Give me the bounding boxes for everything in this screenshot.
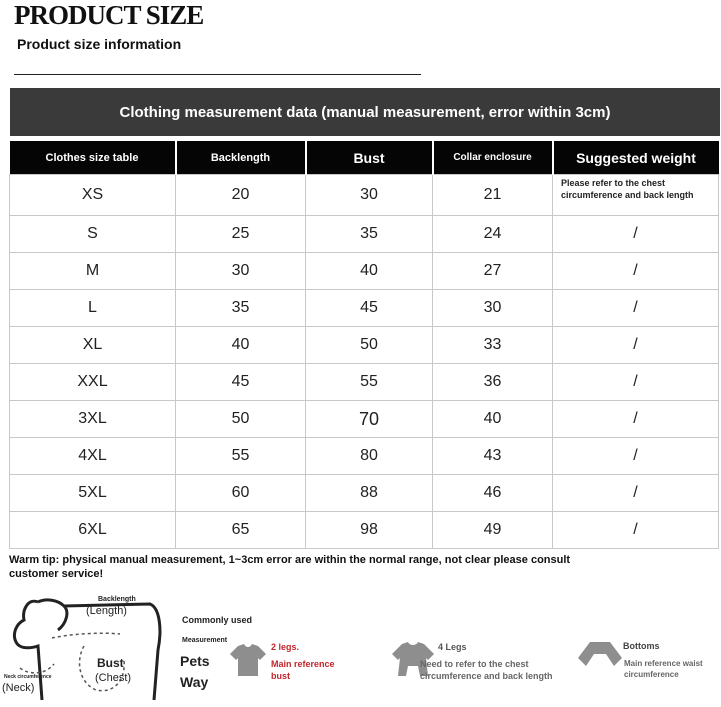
size-table: [9, 141, 719, 549]
col-header-bust: Bust: [306, 141, 433, 175]
cell-bust: 50: [306, 327, 433, 364]
cell-weight: /: [553, 438, 719, 475]
table-row: [10, 175, 719, 216]
col-header-collar: Collar enclosure: [433, 141, 553, 175]
neck-paren-label: (Neck): [2, 682, 35, 694]
cell-size: XXL: [10, 364, 176, 401]
measurement-label: Measurement: [182, 637, 228, 644]
cell-weight: /: [553, 216, 719, 253]
cell-bust: 55: [306, 364, 433, 401]
bottoms-desc: Main reference waist circumference: [624, 659, 703, 679]
cell-size: XS: [10, 175, 176, 216]
table-row: [10, 475, 719, 512]
cell-size: S: [10, 216, 176, 253]
table-row: [10, 438, 719, 475]
cell-collar: 49: [433, 512, 553, 549]
way-label: Way: [180, 674, 209, 690]
backlength-label: Backlength: [98, 596, 136, 603]
cell-backlength: 40: [176, 327, 306, 364]
cell-size: 5XL: [10, 475, 176, 512]
cell-bust: 70: [306, 401, 433, 438]
table-row: [10, 290, 719, 327]
cell-weight: Please refer to the chest circumference and back length: [553, 175, 719, 216]
cell-collar: 46: [433, 475, 553, 512]
bottoms-title: Bottoms: [623, 641, 660, 651]
cell-collar: 40: [433, 401, 553, 438]
cell-bust: 80: [306, 438, 433, 475]
two-legs-title: 2 legs.: [271, 642, 300, 652]
cell-weight: /: [553, 401, 719, 438]
cell-backlength: 30: [176, 253, 306, 290]
four-legs-title: 4 Legs: [438, 642, 467, 652]
cell-collar: 30: [433, 290, 553, 327]
neck-label: Neck circumference: [4, 674, 52, 680]
cell-weight: /: [553, 364, 719, 401]
cell-size: 4XL: [10, 438, 176, 475]
table-row: [10, 253, 719, 290]
cell-weight: /: [553, 327, 719, 364]
table-row: [10, 364, 719, 401]
two-legs-desc: Main reference bust: [271, 659, 335, 681]
page-subtitle: Product size information: [17, 36, 182, 52]
cell-backlength: 20: [176, 175, 306, 216]
chest-label: (Chest): [95, 672, 132, 684]
cell-weight: /: [553, 475, 719, 512]
cell-collar: 21: [433, 175, 553, 216]
col-header-size: Clothes size table: [10, 141, 176, 175]
cell-weight: /: [553, 290, 719, 327]
table-row: [10, 327, 719, 364]
cell-collar: 36: [433, 364, 553, 401]
commonly-used-label: Commonly used: [182, 615, 253, 625]
col-header-weight: Suggested weight: [553, 141, 719, 175]
cell-collar: 27: [433, 253, 553, 290]
cell-collar: 24: [433, 216, 553, 253]
cell-weight: /: [553, 512, 719, 549]
divider: [14, 74, 421, 75]
cell-backlength: 25: [176, 216, 306, 253]
bottoms-icon: [576, 640, 624, 676]
cell-bust: 45: [306, 290, 433, 327]
pets-label: Pets: [180, 653, 210, 669]
cell-bust: 98: [306, 512, 433, 549]
cell-collar: 33: [433, 327, 553, 364]
col-header-backlength: Backlength: [176, 141, 306, 175]
table-row: [10, 512, 719, 549]
cell-weight: /: [553, 253, 719, 290]
cell-backlength: 65: [176, 512, 306, 549]
table-row: [10, 401, 719, 438]
two-legs-shirt-icon: [228, 642, 268, 678]
cell-bust: 40: [306, 253, 433, 290]
cell-size: L: [10, 290, 176, 327]
cell-bust: 88: [306, 475, 433, 512]
cell-backlength: 45: [176, 364, 306, 401]
warm-tip: Warm tip: physical manual measurement, 1~3cm error are within the normal range, not clear please consult customer service!: [9, 554, 571, 580]
four-legs-desc: Need to refer to the chest circumference and back length: [420, 659, 553, 681]
cell-size: M: [10, 253, 176, 290]
measurement-guide: [0, 590, 721, 707]
cell-collar: 43: [433, 438, 553, 475]
cell-backlength: 35: [176, 290, 306, 327]
table-header-row: [10, 141, 719, 175]
cell-size: 6XL: [10, 512, 176, 549]
cell-size: 3XL: [10, 401, 176, 438]
table-banner: Clothing measurement data (manual measurement, error within 3cm): [10, 88, 720, 136]
cell-backlength: 50: [176, 401, 306, 438]
bust-label: Bust: [97, 656, 124, 670]
cell-backlength: 60: [176, 475, 306, 512]
length-label: (Length): [86, 605, 127, 617]
page-title: PRODUCT SIZE: [14, 0, 204, 30]
table-row: [10, 216, 719, 253]
cell-backlength: 55: [176, 438, 306, 475]
cell-bust: 30: [306, 175, 433, 216]
cell-bust: 35: [306, 216, 433, 253]
cell-size: XL: [10, 327, 176, 364]
